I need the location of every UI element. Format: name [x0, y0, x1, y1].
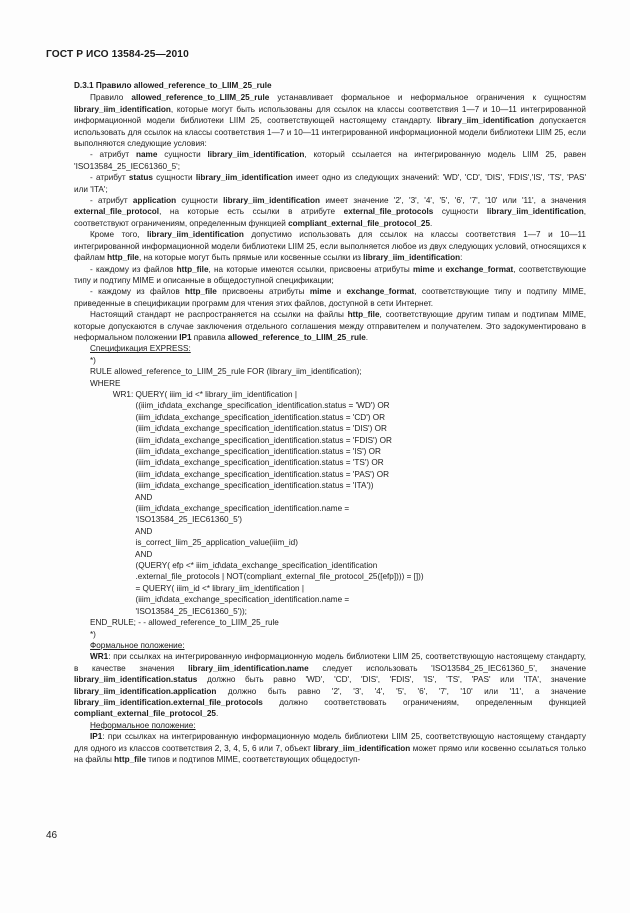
formal-proposition-wr1: WR1: при ссылках на интегрированную информационную модель библиотеки LIIM 25, соответствующую настоящему стандарту, в качестве значения library_iim_identification.name следует использовать 'ISO13584_25_IEC61360_5', значение library_iim_identification.status должно быть равно 'WD', 'CD', 'DIS', 'FDIS', 'IS', 'TS', 'PAS' или 'ITA', значение library_iim_identification.application должно быть равно '2', '3', '4', '5', '6', '7', '10' или '11', а значение library_iim_identification.external_file_protocols должно соответствовать ограничениям, определенным функцией compliant_external_file_protocol_25.: [74, 652, 586, 719]
code-line: (iiim_id\data_exchange_specification_identification.status = 'FDIS') OR: [90, 435, 392, 445]
bold-term: allowed_reference_to_LIIM_25_rule: [131, 93, 270, 103]
condition-status: - атрибут status сущности library_iim_identification имеет одно из следующих значений: 'WD', 'CD', 'DIS', 'FDIS','IS', 'TS', 'PAS' или 'ITA';: [74, 173, 587, 194]
bold-term: http_file: [107, 253, 139, 263]
paragraph-intro: Правило allowed_reference_to_LIIM_25_rule устанавливает формальное и неформальное ограничения к сущностям library_iim_identification, которые могут быть использованы для ссылок на классы соответствия 1—7 и 10—11 интегрированной информационной модели библиотеки LIIM 25, соответствующей настоящему стандарту. library_iim_identification допускается использовать для ссылок на классы соответствия 1—7 и 10—11 интегрированной информационной модели библиотеки LIIM 25, если выполняются следующие условия:: [74, 93, 586, 149]
bold-term: library_iim_identification: [363, 253, 461, 263]
code-line: END_RULE; - - allowed_reference_to_LIIM_25_rule: [90, 618, 279, 628]
code-line: *): [90, 355, 96, 365]
condition-mime-public: - каждому из файлов http_file, на которые имеются ссылки, присвоены атрибуты mime и exchange_format, соответствующие типу и подтипу MIME и описанные в общедоступной спецификации;: [74, 264, 586, 285]
page-number: 46: [46, 830, 58, 841]
bold-term: library_iim_identification: [207, 150, 305, 160]
code-line: (iiim_id\data_exchange_specification_identification.status = 'ITA')): [90, 481, 374, 491]
code-line: (iiim_id\data_exchange_specification_identification.name =: [90, 595, 350, 605]
bold-term: library_iim_identification.external_file_protocols: [74, 697, 263, 707]
bold-term: library_iim_identification.status: [74, 675, 198, 685]
code-line: WHERE: [90, 378, 121, 388]
code-line: (iiim_id\data_exchange_specification_identification.status = 'IS') OR: [90, 447, 381, 456]
code-line: RULE allowed_reference_to_LIIM_25_rule FOR (library_iim_identification);: [90, 367, 362, 377]
bold-term: name: [136, 150, 158, 160]
bold-term: library_iim_identification: [437, 116, 534, 126]
bold-term: library_iim_identification.name: [188, 663, 309, 673]
bold-term: library_iim_identification: [146, 230, 244, 240]
informal-proposition-label: Неформальное положение:: [90, 720, 196, 730]
express-code-block: [90, 355, 586, 640]
bold-term: http_file: [176, 264, 209, 274]
code-line: 'ISO13584_25_IEC61360_5'): [90, 515, 242, 525]
bold-term: exchange_format: [445, 264, 514, 274]
bold-term: IP1: [90, 732, 103, 742]
code-line: AND: [90, 549, 153, 559]
informal-proposition-ip1: IP1: при ссылках на интегрированную информационную модель библиотеки LIIM 25, соответствующую настоящему стандарту для одного из классов соответствия 2, 3, 4, 5, 6 или 7, объект library_iim_identification может прямо или косвенно ссылаться только на файлы http_file типов и подтипов MIME, соответствующих общедоступ-: [74, 732, 587, 764]
code-line: (iiim_id\data_exchange_specification_identification.status = 'DIS') OR: [90, 424, 387, 434]
document-header: ГОСТ Р ИСО 13584-25—2010: [46, 49, 189, 60]
bold-term: library_iim_identification: [313, 743, 411, 753]
bold-term: library_iim_identification: [223, 196, 321, 206]
condition-mime-internet: - каждому из файлов http_file присвоены атрибуты mime и exchange_format, соответствующие типу и подтипу MIME, приведенные в спецификации программ для чтения этих файлов, доступной в сети Интернет.: [74, 287, 586, 308]
code-line: (iiim_id\data_exchange_specification_identification.status = 'CD') OR: [90, 412, 386, 422]
code-line: ((iiim_id\data_exchange_specification_identification.status = 'WD') OR: [90, 401, 390, 411]
section-title: D.3.1 Правило allowed_reference_to_LIIM_25_rule: [74, 81, 272, 90]
express-spec-label: Спецификация EXPRESS:: [90, 344, 191, 354]
bold-term: library_iim_identification: [74, 104, 171, 114]
bold-term: mime: [413, 264, 435, 274]
bold-term: compliant_external_file_protocol_25: [74, 709, 216, 719]
condition-application: - атрибут application сущности library_iim_identification имеет значение '2', '3', '4', '5', '6', '7', '10' или '11', а значения external_file_protocol, на которые есть ссылки в атрибуте external_file_protocols сущности library_iim_identification, соответствуют ограничениям, определенным функцией compliant_external_file_protocol_25.: [74, 196, 587, 228]
bold-term: http_file: [347, 310, 380, 320]
bold-term: mime: [309, 287, 332, 297]
code-line: (iiim_id\data_exchange_specification_identification.status = 'TS') OR: [90, 458, 384, 468]
code-line: is_correct_liim_25_application_value(iiim_id): [90, 538, 298, 548]
condition-name: - атрибут name сущности library_iim_identification, который ссылается на интегрированную модель LIIM 25, равен 'ISO13584_25_IEC61360_5';: [74, 150, 586, 171]
bold-term: application: [132, 196, 177, 206]
bold-term: allowed_reference_to_LIIM_25_rule: [227, 332, 366, 342]
code-line: WR1: QUERY( iiim_id <* library_iim_identification |: [90, 389, 297, 399]
code-line: AND: [90, 526, 153, 536]
document-body: [74, 80, 586, 765]
paragraph-scope: Настоящий стандарт не распространяется на ссылки на файлы http_file, соответствующие другим типам и подтипам MIME, которые допускаются в случае заключения отдельного соглашения между отправителем и получателем. Это задокументировано в неформальном положении IP1 правила allowed_reference_to_LIIM_25_rule.: [74, 310, 586, 342]
bold-term: status: [128, 173, 153, 183]
bold-term: library_iim_identification: [486, 207, 584, 217]
formal-proposition-label: Формальное положение:: [90, 640, 185, 650]
bold-term: external_file_protocol: [74, 207, 160, 217]
code-line: (QUERY( efp <* iiim_id\data_exchange_specification_identification: [90, 561, 378, 571]
code-line: .external_file_protocols | NOT(compliant_external_file_protocol_25([efp]))) = [])): [90, 572, 424, 582]
bold-term: library_iim_identification.application: [74, 686, 217, 696]
bold-term: IP1: [179, 332, 192, 342]
bold-term: external_file_protocols: [343, 207, 434, 217]
code-line: (iiim_id\data_exchange_specification_identification.name =: [90, 504, 350, 514]
paragraph-http-files: Кроме того, library_iim_identification допустимо использовать для ссылок на классы соответствия 1—7 и 10—11 интегрированной информационной модели библиотеки LIIM 25, если выполняется любое из двух следующих условий, относящихся к файлам http_file, на которые могут быть прямые или косвенные ссылки из library_iim_identification:: [74, 230, 586, 263]
code-line: = QUERY( iiim_id <* library_iim_identification |: [90, 583, 305, 593]
bold-term: compliant_external_file_protocol_25: [288, 218, 431, 228]
bold-term: WR1: [90, 652, 109, 662]
code-line: (iiim_id\data_exchange_specification_identification.status = 'PAS') OR: [90, 469, 390, 479]
code-line: 'ISO13584_25_IEC61360_5'));: [90, 606, 247, 616]
code-line: *): [90, 629, 96, 639]
code-line: AND: [90, 492, 153, 502]
bold-term: http_file: [185, 287, 217, 297]
bold-term: library_iim_identification: [195, 173, 293, 183]
bold-term: exchange_format: [346, 287, 415, 297]
bold-term: http_file: [114, 754, 146, 764]
